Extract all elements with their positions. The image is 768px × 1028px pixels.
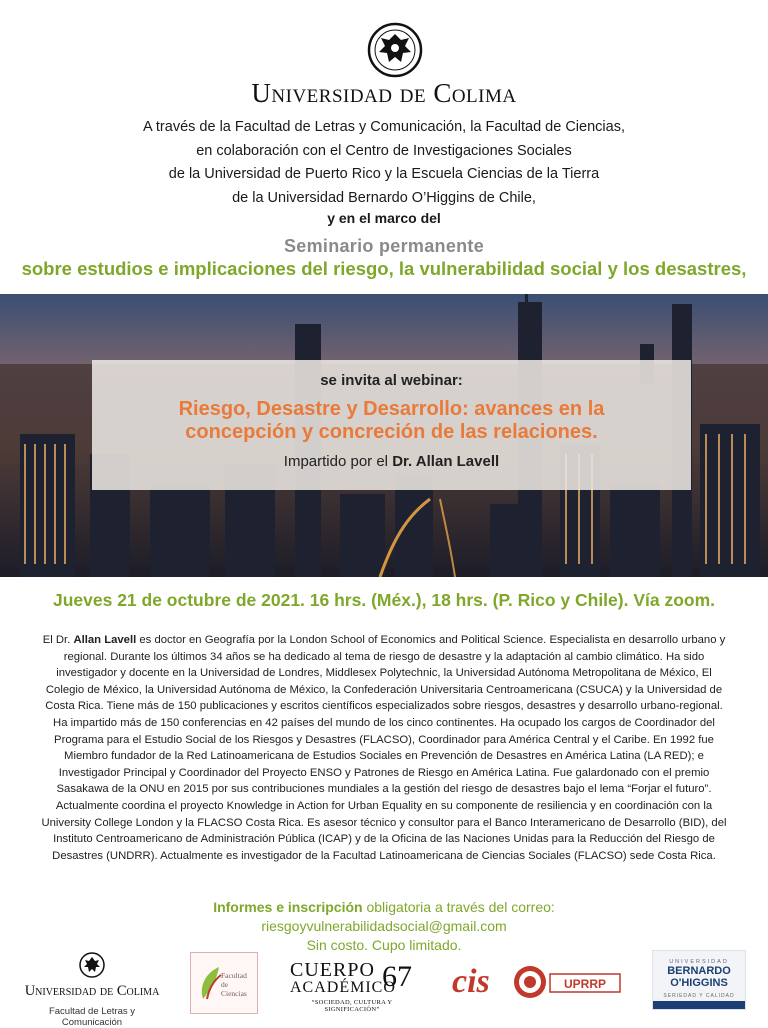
webinar-title-line: concepción y concreción de las relaciones. xyxy=(185,421,598,443)
informes-line xyxy=(0,898,768,917)
logo-cis-uprrp xyxy=(448,954,624,1014)
logo-ca-line1: CUERPO xyxy=(290,959,375,981)
cost-note: Sin costo. Cupo limitado. xyxy=(306,937,462,953)
invite-lead: se invita al webinar: xyxy=(320,372,463,389)
bio-prefix: El Dr. xyxy=(42,634,71,646)
webinar-invite-box xyxy=(92,360,691,490)
speaker-name: Dr. Allan Lavell xyxy=(392,453,500,470)
logo-fc-line: Ciencias xyxy=(221,989,247,998)
contact-info xyxy=(0,898,768,955)
logo-boh-line: BERNARDO xyxy=(667,965,731,977)
bio-text: es doctor en Geografía por la London School of Economics and Political Science. Especialista en desarrollo urbano y regional. Durante los últimos 34 años se ha dedicado al tema de riesgo de desastre y la adaptación al cambio climático. Ha sido investigador y docente en la Universidad de Londres, Middlesex Polytechnic, la Universidad Autónoma Metropolitana de México, El Colegio de México, la Universidad Autónoma de México, la Confederación Universitaria Centroamericana (CSUCA) y la Universidad de Costa Rica. Tiene más de 150 publicaciones y escritos científicos especializados sobre riesgos, desastres y desarrollo urbano-regional. Ha impartido más de 150 conferencias en 42 países del mundo de los cinco continentes. Ha ocupado los cargos de Coordinador del Programa para el Estudio Social de los Riesgos y Desastres (FLACSO), Coordinador para América Central y el Caribe. En 1992 fue Miembro fundador de la Red Latinoamericana de Estudios Sociales en Prevención de Desastres en América Latina (LA RED); e Investigador Principal y Coordinador del Proyecto ENSO y Patrones de Riesgo en América Latina. Fue galardonado con el premio Sasakawa de la ONU en 2015 por sus contribuciones mundiales a la gestión del riesgo de desastres bajo el lema “Forjar el futuro”. Actualmente coordina el proyecto Knowledge in Action for Urban Equality en su componente de resiliencia y en coordinación con la University College London y la FLACSO Costa Rica. Es asesor técnico y consultor para el Banco Interamericano de Desarrollo (BID), del Instituto Centroamericano de Administración Pública (ICAP) y de la Oficina de las Naciones Unidas para la Reducción del Riesgo de Desastres (UNDRR). Actualmente es investigador de la Facultad Latinoamericana de Ciencias Sociales (FLACSO) sede Costa Rica. xyxy=(41,634,727,862)
intro-line: en colaboración con el Centro de Investigaciones Sociales xyxy=(196,142,572,159)
university-title: Universidad de Colima xyxy=(251,78,517,108)
speaker-line xyxy=(92,453,691,470)
logo-bernardo-ohiggins xyxy=(652,950,746,1010)
contact-email[interactable]: riesgoyvulnerabilidadsocial@gmail.com xyxy=(261,918,507,934)
logo-boh-bottom: SERIEDAD Y CALIDAD xyxy=(663,993,735,999)
logo-fc-line: Facultad xyxy=(221,971,247,980)
webinar-title-line: Riesgo, Desastre y Desarrollo: avances en la xyxy=(178,398,605,420)
seminar-title: Seminario permanente xyxy=(283,236,485,256)
logo-fc-text xyxy=(221,971,247,998)
intro-paragraph xyxy=(0,116,768,210)
bio-name: Allan Lavell xyxy=(73,634,137,646)
informes-rest: obligatoria a través del correo: xyxy=(366,899,555,915)
event-date: Jueves 21 de octubre de 2021. 16 hrs. (Méx.), 18 hrs. (P. Rico y Chile). Vía zoom. xyxy=(52,590,716,610)
logo-uprrp-text: UPRRP xyxy=(563,977,607,991)
logo-cuerpo-academico xyxy=(286,960,418,1013)
informes-bold: Informes e inscripción xyxy=(213,899,363,915)
sponsor-logos xyxy=(0,950,768,1028)
logo-cis-text: cis xyxy=(452,963,490,1000)
logo-universidad-colima xyxy=(22,952,162,1028)
logo-ca-line2: ACADÉMICO xyxy=(290,979,396,996)
logo-facultad-ciencias xyxy=(190,952,258,1014)
logo-boh-line: O'HIGGINS xyxy=(670,977,728,989)
intro-line: de la Universidad Bernardo O’Higgins de Chile, xyxy=(232,189,536,206)
logo-ca-motto: “SOCIEDAD, CULTURA Y SIGNIFICACIÓN” xyxy=(311,999,393,1013)
logo-uc-subtitle: Facultad de Letras y Comunicación xyxy=(48,1006,136,1028)
mini-seal-icon xyxy=(79,952,105,978)
speaker-prefix: Impartido por el xyxy=(283,453,389,470)
logo-uc-title: Universidad de Colima xyxy=(24,983,160,999)
webinar-title xyxy=(92,398,691,444)
university-seal-icon xyxy=(367,22,423,78)
logo-boh-bar xyxy=(653,1001,745,1009)
speaker-bio xyxy=(38,632,730,864)
logo-fc-line: de xyxy=(221,980,229,989)
seminar-subtitle: sobre estudios e implicaciones del riesgo, la vulnerabilidad social y los desastres, xyxy=(21,258,747,279)
logo-ca-number: 67 xyxy=(382,960,412,993)
logo-boh-top: UNIVERSIDAD xyxy=(669,959,729,965)
intro-line: A través de la Facultad de Letras y Comunicación, la Facultad de Ciencias, xyxy=(143,119,625,135)
intro-line: de la Universidad de Puerto Rico y la Escuela Ciencias de la Tierra xyxy=(168,166,600,182)
marco-line: y en el marco del xyxy=(327,210,441,226)
